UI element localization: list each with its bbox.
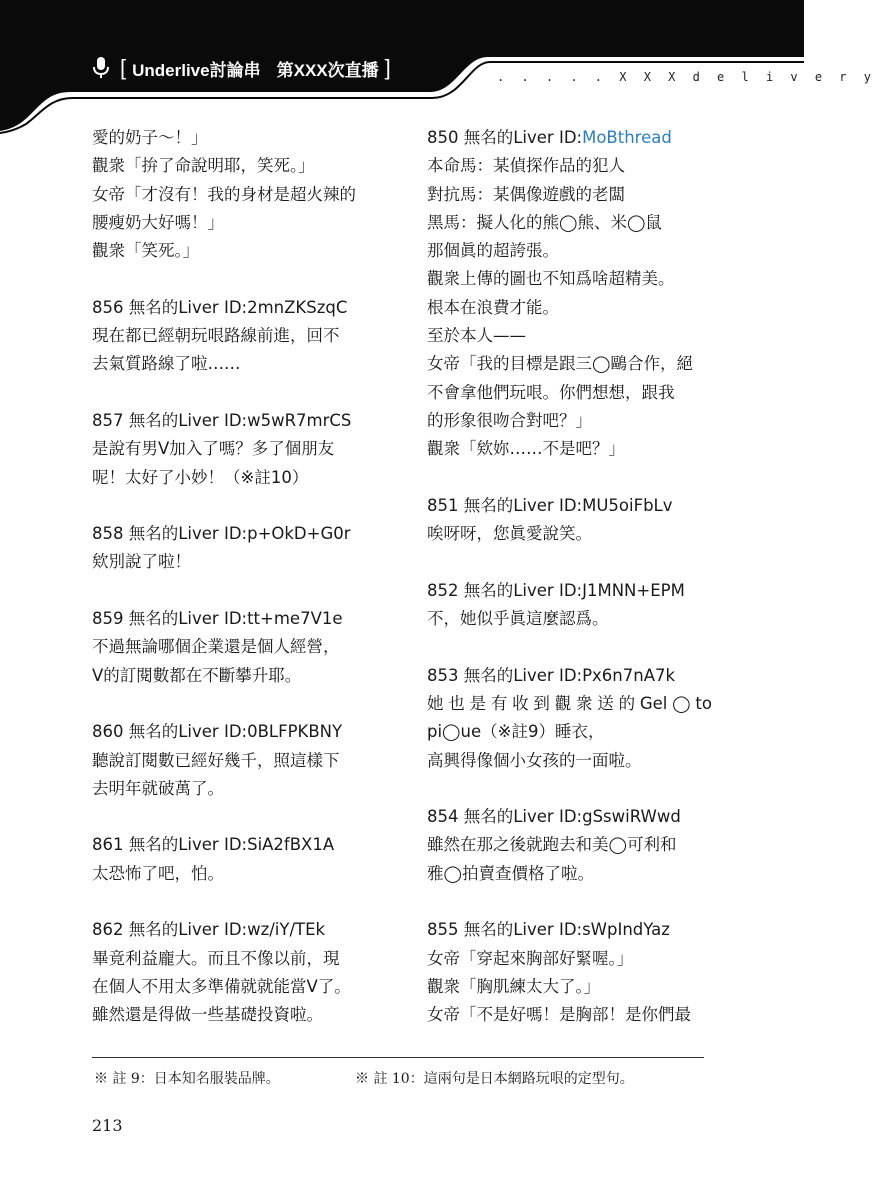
text-line: 至於本人—— [427,326,526,346]
text-line: 現在都已經朝玩哏路線前進，回不 [92,326,340,346]
text-line: 觀衆「胸肌練太大了。」 [427,976,601,996]
text-line: 的形象很吻合對吧？」 [427,410,592,430]
header-subtitle: . . . . . X X X d e l i v e r y [497,70,876,84]
text-line: 觀衆「拚了命說明耶，笑死。」 [92,156,315,176]
text-line: 根本在浪費才能。 [427,297,559,317]
text-line: 女帝「我的目標是跟三◯鷗合作，絕 [427,354,693,374]
paragraph-gap [92,577,392,605]
text-line: 在個人不用太多準備就就能當V了。 [92,976,351,996]
text-line: 雖然還是得做一些基礎投資啦。 [92,1005,323,1025]
post-header: 862 無名的Liver ID:wz/iY/TEk [92,920,326,940]
footnote-10: ※ 註 10：這兩句是日本網路玩哏的定型句。 [355,1071,634,1087]
paragraph-gap [92,265,392,293]
text-line: pi◯ue（※註9）睡衣， [427,722,605,742]
text-line: V的訂閱數都在不斷攀升耶。 [92,665,302,685]
text-line: 女帝「穿起來胸部好緊喔。」 [427,948,634,968]
post-header: 861 無名的Liver ID:SiA2fBX1A [92,835,335,855]
footnote-9: ※ 註 9：日本知名服裝品牌。 [94,1071,280,1087]
text-line: 去明年就破萬了。 [92,778,224,798]
paragraph-gap [92,690,392,718]
text-line: 太恐怖了吧，怕。 [92,863,224,883]
text-line: 唉呀呀，您眞愛說笑。 [427,524,592,544]
post-header-prefix: 850 無名的Liver ID: [427,128,583,147]
text-line: 愛的奶子～！」 [92,128,208,147]
text-line: 高興得像個小女孩的一面啦。 [427,750,642,770]
footnote-divider [92,1057,704,1058]
thread-id-link[interactable]: MoBthread [582,128,672,147]
post-header: 858 無名的Liver ID:p+OkD+G0r [92,524,351,544]
text-line: 那個眞的超誇張。 [427,241,559,261]
post-header: 851 無名的Liver ID:MU5oiFbLv [427,495,673,515]
header-bracket-open: [ [120,55,127,80]
text-line: 對抗馬：某偶像遊戲的老闆 [427,184,625,204]
paragraph-gap [427,888,712,916]
text-line: 雖然在那之後就跑去和美◯可利和 [427,835,677,855]
text-line: 呢！太好了小妙！（※註10） [92,467,309,487]
post-header [427,124,712,152]
paragraph-gap [92,379,392,407]
text-line: 去氣質路線了啦…… [92,354,241,374]
text-line: 觀衆「欸妳……不是吧？」 [427,439,625,459]
left-column [92,124,392,1030]
post-header: 854 無名的Liver ID:gSswiRWwd [427,807,681,827]
text-line: 雅◯拍賣查價格了啦。 [427,863,594,883]
post-header: 859 無名的Liver ID:tt+me7V1e [92,609,343,629]
header-bracket-close: ] [384,55,391,80]
header-section-title: Underlive討論串 [132,60,261,80]
paragraph-gap [92,888,392,916]
paragraph-gap [427,548,712,576]
text-line: 女帝「才沒有！我的身材是超火辣的 [92,184,356,204]
text-line: 不，她似乎眞這麼認爲。 [427,609,609,629]
text-line: 是說有男V加入了嗎？多了個朋友 [92,439,335,459]
text-line: 畢竟利益龐大。而且不像以前，現 [92,948,340,968]
paragraph-gap [427,633,712,661]
post-header: 855 無名的Liver ID:sWpIndYaz [427,920,670,940]
text-line: 腰瘦奶大好嗎！」 [92,212,224,232]
microphone-icon [92,56,110,80]
text-line: 聽說訂閱數已經好幾千，照這樣下 [92,750,340,770]
post-header: 856 無名的Liver ID:2mnZKSzqC [92,297,348,317]
text-line: 不過無論哪個企業還是個人經營， [92,637,340,657]
text-line: 本命馬：某偵探作品的犯人 [427,156,625,176]
page-number: 213 [92,1116,123,1135]
paragraph-gap [427,464,712,492]
right-column [427,124,712,1030]
header-episode: 第XXX次直播 [276,60,379,80]
text-line: 觀衆「笑死。」 [92,241,200,261]
text-line: 不會拿他們玩哏。你們想想，跟我 [427,382,675,402]
text-line: 她也是有收到觀衆送的Gel◯to [427,693,712,713]
text-line: 觀衆上傳的圖也不知爲啥超精美。 [427,269,675,289]
post-header: 853 無名的Liver ID:Px6n7nA7k [427,665,676,685]
text-line: 黑馬：擬人化的熊◯熊、米◯鼠 [427,212,662,232]
paragraph-gap [92,492,392,520]
post-header: 857 無名的Liver ID:w5wR7mrCS [92,410,352,430]
text-line: 女帝「不是好嗎！是胸部！是你們最 [427,1005,691,1025]
post-header: 860 無名的Liver ID:0BLFPKBNY [92,722,343,742]
paragraph-gap [92,803,392,831]
paragraph-gap [427,775,712,803]
post-header: 852 無名的Liver ID:J1MNN+EPM [427,580,685,600]
text-line: 欸別說了啦！ [92,552,191,572]
header-title [92,52,397,84]
